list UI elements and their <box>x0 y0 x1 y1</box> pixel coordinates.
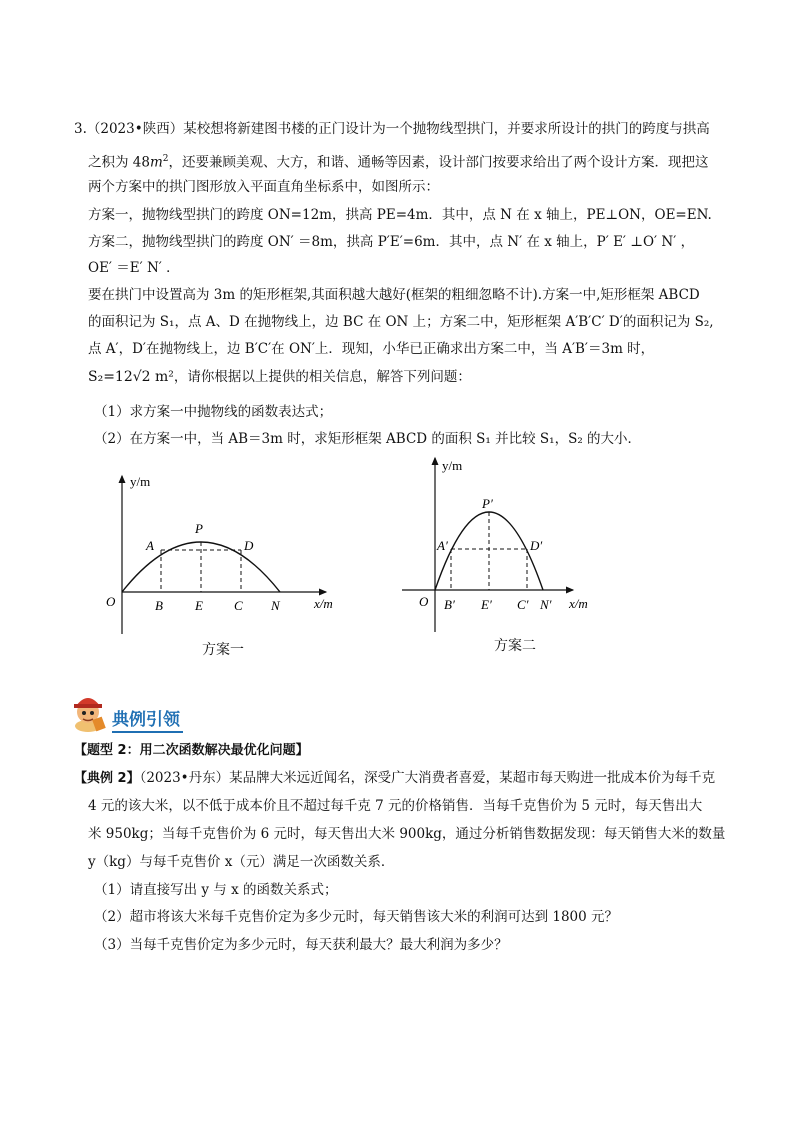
label-c: C′ <box>517 597 529 612</box>
problem3-line4: 方案一，抛物线型拱门的跨度 ON=12m，拱高 PE=4m．其中，点 N 在 x 轴上，PE⊥ON，OE=EN. <box>88 207 712 223</box>
problem3-line6: OE′ ＝E′ N′ ． <box>88 260 180 276</box>
problem3-line1: 3.（2023•陕西）某校想将新建图书楼的正门设计为一个抛物线型拱门，并要求所设计的拱门的跨度与拱高 <box>74 121 710 137</box>
label-n: N <box>271 598 280 613</box>
x-axis-label: x/m <box>314 596 333 611</box>
problem3-line2: 之积为 $48m^2$，还要兼顾美观、大方，和谐、通畅等因素，设计部门按要求给出了两个设计方案．现把这 <box>88 154 709 171</box>
label-n: N′ <box>540 597 552 612</box>
problem3-line5: 方案二，抛物线型拱门的跨度 ON′ ＝8m，拱高 P′E′=6m．其中，点 N′ 在 x 轴上，P′ E′ ⊥O′ N′ ， <box>88 234 695 250</box>
figure-plan-one <box>80 462 360 647</box>
example2-question-2: （2）超市将该大米每千克售价定为多少元时，每天销售该大米的利润可达到 1800 元？ <box>94 909 619 925</box>
problem3-line10: S₂=12√2 m²，请你根据以上提供的相关信息，解答下列问题： <box>88 369 471 385</box>
problem3-line7: 要在拱门中设置高为 3m 的矩形框架,其面积越大越好(框架的粗细忽略不计).方案一中,矩形框架 ABCD <box>88 287 700 303</box>
question-1: （1）求方案一中抛物线的函数表达式； <box>94 404 333 420</box>
example2-question-3: （3）当每千克售价定为多少元时，每天获利最大？最大利润为多少？ <box>94 937 508 953</box>
figure-plan-two <box>395 448 615 638</box>
question-2: （2）在方案一中，当 AB＝3m 时，求矩形框架 ABCD 的面积 S₁ 并比较 S₁，S₂ 的大小． <box>94 431 642 447</box>
x-axis-label: x/m <box>569 596 588 611</box>
y-axis-label: y/m <box>130 474 151 489</box>
label-a: A <box>146 538 154 553</box>
label-e: E′ <box>481 597 492 612</box>
problem3-line3: 两个方案中的拱门图形放入平面直角坐标系中，如图所示： <box>88 179 439 195</box>
label-o: O <box>106 594 116 609</box>
label-b: B′ <box>444 597 455 612</box>
label-b: B <box>155 598 163 613</box>
label-a: A′ <box>437 538 448 553</box>
example2-tag: 【典例 2】 <box>74 771 140 786</box>
example2-line3: 米 950kg；当每千克售价为 6 元时，每天售出大米 900kg，通过分析销售数据发现：每天销售大米的数量 <box>88 826 726 842</box>
s2-formula: S₂=12√2 m² <box>88 369 174 385</box>
label-c: C <box>234 598 243 613</box>
caption-plan-two: 方案二 <box>494 638 536 654</box>
problem3-line8: 的面积记为 S₁，点 A、D 在抛物线上，边 BC 在 ON 上；方案二中，矩形框架 A′B′C′ D′的面积记为 S₂, <box>88 314 714 330</box>
label-d: D′ <box>530 538 543 553</box>
section-heading: 典例引领 <box>112 710 183 733</box>
example2-line4: y（kg）与每千克售价 x（元）满足一次函数关系． <box>88 854 395 870</box>
label-o: O <box>419 594 429 609</box>
example2-question-1: （1）请直接写出 y 与 x 的函数关系式； <box>94 882 338 898</box>
label-d: D <box>244 538 254 553</box>
label-p: P′ <box>482 496 493 511</box>
label-e: E <box>195 598 203 613</box>
type-label: 【题型 2：用二次函数解决最优化问题】 <box>74 743 309 758</box>
example2-line2: 4 元的该大米，以不低于成本价且不超过每千克 7 元的价格销售．当每千克售价为 5 元时，每天售出大 <box>88 798 703 814</box>
caption-plan-one: 方案一 <box>202 642 244 658</box>
mascot-icon <box>68 692 108 734</box>
y-axis-label: y/m <box>442 458 463 473</box>
label-p: P <box>195 521 203 536</box>
problem3-line9: 点 A′，D′在抛物线上，边 B′C′在 ON′上．现知，小华已正确求出方案二中，当 A′B′＝3m 时， <box>88 341 655 357</box>
example2-line1: 【典例 2】（2023•丹东）某品牌大米远近闻名，深受广大消费者喜爱，某超市每天购进一批成本价为每千克 <box>74 770 716 786</box>
